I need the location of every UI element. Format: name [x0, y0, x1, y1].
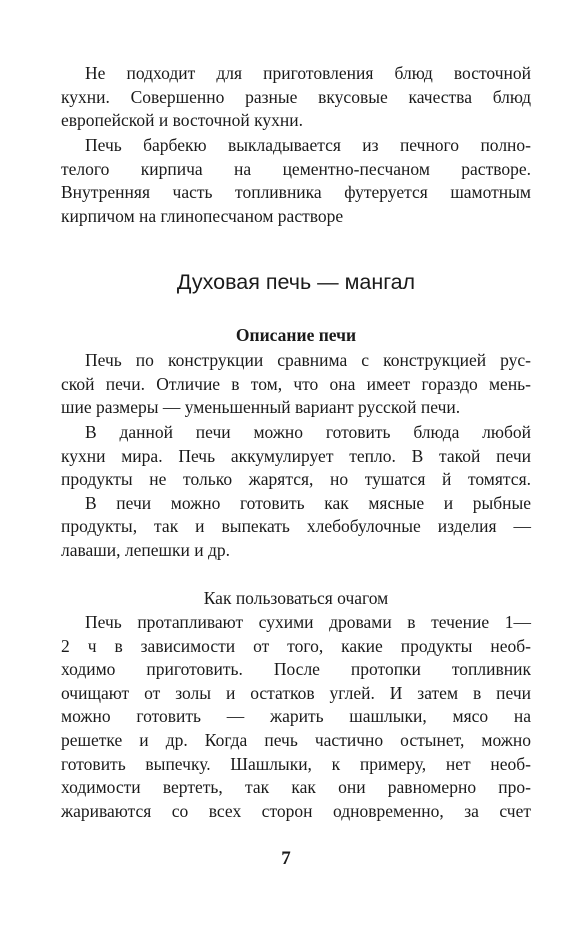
text-line: ской печи. Отличие в том, что она имеет гораздо мень- — [61, 373, 531, 394]
text-line: ходимо приготовить. После протопки топливник — [61, 659, 531, 680]
text-line: Печь по конструкции сравнима с конструкцией рус- — [85, 350, 531, 370]
text-line: кухни. Совершенно разные вкусовые качества блюд — [61, 86, 531, 107]
text-line: В печи можно готовить как мясные и рыбные — [85, 492, 531, 513]
text-line: В данной печи можно готовить блюда любой — [85, 422, 531, 442]
description-paragraph-1 — [61, 349, 531, 420]
text-line: можно готовить — жарить шашлыки, мясо на — [61, 706, 531, 727]
text-line: европейской и восточной кухни. — [61, 110, 303, 131]
text-line: продукты, так и выпекать хлебобулочные изделия — — [61, 516, 531, 537]
text-line: продукты не только жарятся, но тушатся й томятся. — [61, 469, 531, 490]
text-line: Печь протапливают сухими дровами в течение 1— — [85, 612, 531, 632]
text-line: кирпичом на глинопесчаном растворе — [61, 205, 344, 226]
text-line: жариваются со всех сторон одновременно, за счет — [61, 800, 531, 821]
text-line: решетке и др. Когда печь частично остынет, можно — [61, 729, 531, 750]
text-line: кухни мира. Печь аккумулирует тепло. В такой печи — [61, 445, 531, 466]
intro-paragraph-1 — [61, 62, 531, 133]
text-line: очищают от золы и остатков углей. И затем в печи — [61, 682, 531, 703]
text-line: ходимости вертеть, так как они равномерно про- — [61, 777, 531, 798]
intro-paragraph-2 — [61, 134, 531, 228]
subsection-title-usage: Как пользоваться очагом — [203, 588, 389, 608]
text-line: лаваши, лепешки и др. — [61, 539, 231, 560]
text-line: готовить выпечку. Шашлыки, к примеру, нет необ- — [61, 753, 531, 774]
subsection-title-description: Описание печи — [235, 325, 357, 345]
text-line: Печь барбекю выкладывается из печного полно- — [85, 135, 531, 155]
section-title: Духовая печь — мангал — [176, 270, 416, 294]
text-line: 2 ч в зависимости от того, какие продукты необ- — [61, 635, 531, 656]
text-line: Не подходит для приготовления блюд восточной — [85, 63, 531, 83]
text-line: шие размеры — уменьшенный вариант русской печи. — [61, 397, 461, 418]
description-paragraph-2 — [61, 421, 531, 563]
usage-paragraph — [61, 611, 531, 823]
page-number: 7 — [281, 848, 291, 869]
text-line: Внутренняя часть топливника футеруется шамотным — [61, 182, 531, 203]
text-line: телого кирпича на цементно-песчаном растворе. — [61, 158, 531, 179]
